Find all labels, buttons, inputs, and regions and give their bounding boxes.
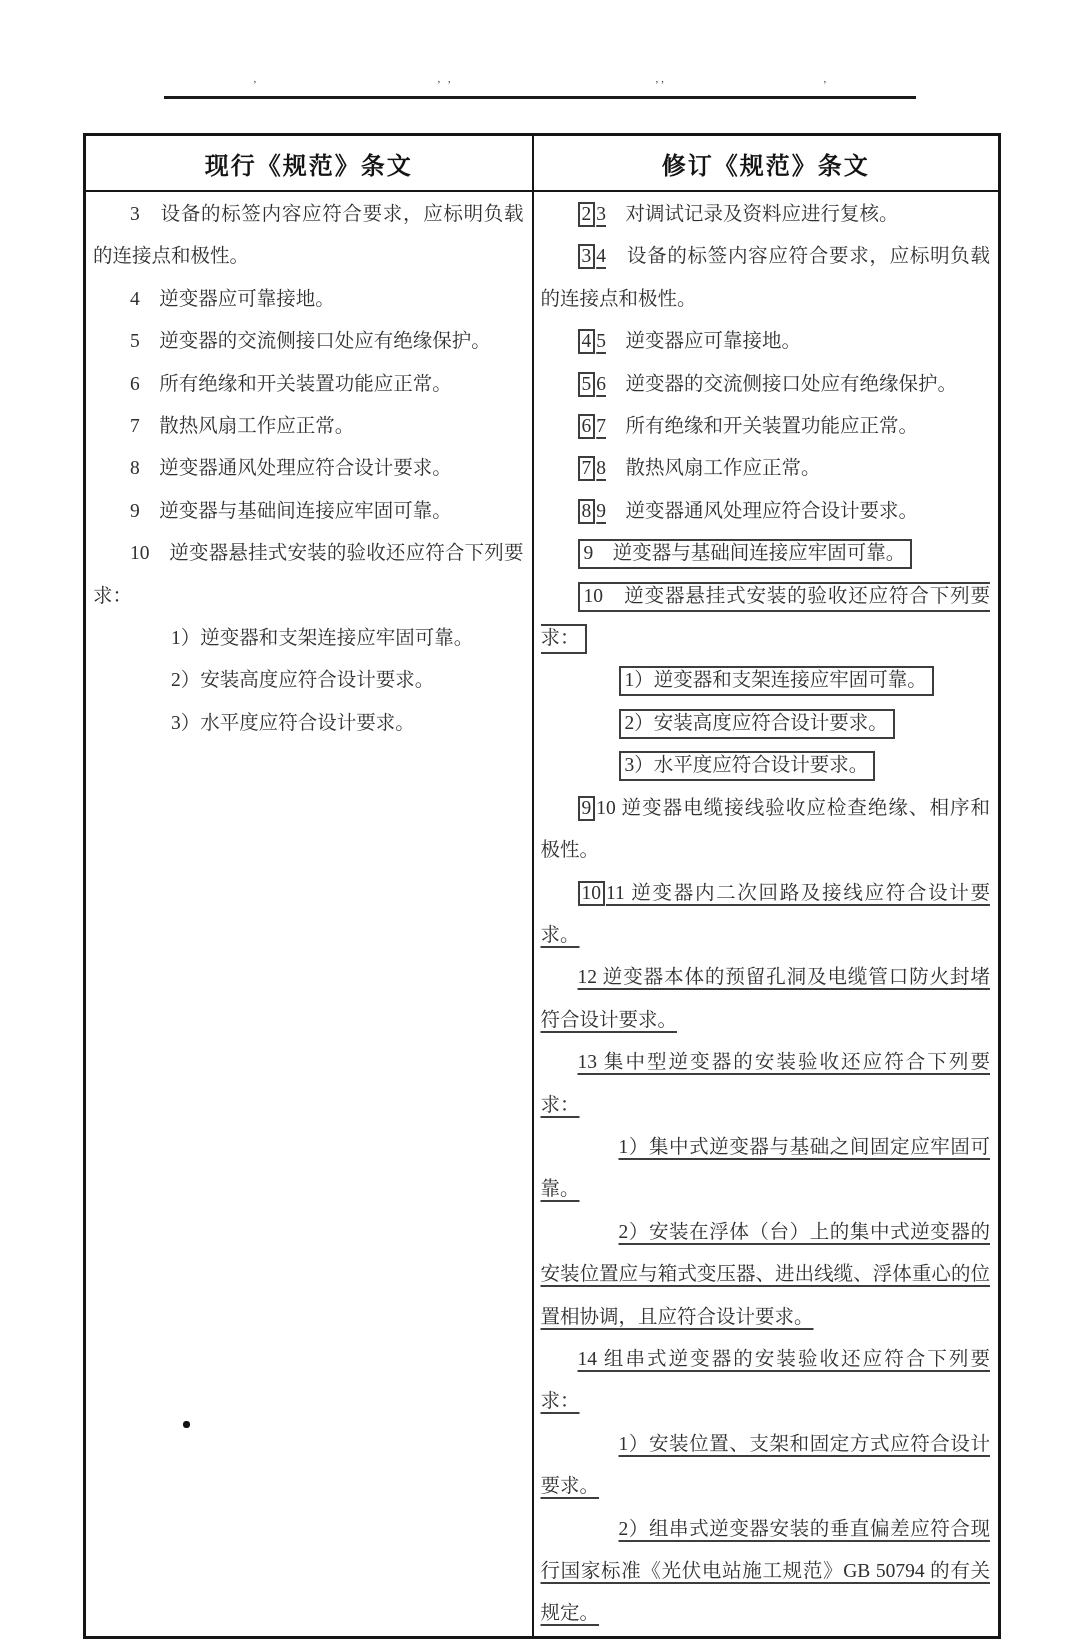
provision-item (93, 406, 524, 448)
provision-item (541, 491, 991, 533)
inserted-number: 5 (596, 331, 606, 353)
provision-item (541, 321, 991, 363)
provision-text: 所有绝缘和开关装置功能应正常。 (606, 416, 919, 438)
provision-item (93, 533, 524, 618)
provision-text: 7 散热风扇工作应正常。 (130, 416, 355, 438)
inserted-text: 11 逆变器内二次回路及接线应符合设计要求。 (540, 882, 990, 946)
provision-text: 8 逆变器通风处理应符合设计要求。 (130, 458, 452, 480)
provision-text: 6 所有绝缘和开关装置功能应正常。 (130, 373, 452, 395)
provision-item (93, 491, 524, 533)
provision-text: 4 逆变器应可靠接地。 (130, 288, 335, 310)
inserted-text: 2）安装在浮体（台）上的集中式逆变器的安装位置应与箱式变压器、进出线缆、浮体重心的位置相协调，且应符合设计要求。 (540, 1221, 990, 1328)
provision-item (541, 1424, 991, 1509)
provision-text: 逆变器应可靠接地。 (606, 331, 802, 353)
provision-item (541, 236, 991, 321)
provision-text: 逆变器通风处理应符合设计要求。 (606, 500, 919, 522)
page-header-rule (164, 96, 916, 99)
deleted-text-box: 3）水平度应符合设计要求。 (619, 751, 876, 781)
inserted-text: 14 组串式逆变器的安装验收还应符合下列要求： (540, 1348, 990, 1413)
column-header-current: 现行《规范》条文 (85, 135, 533, 192)
deleted-number: 3 (578, 244, 596, 269)
inserted-number: 3 (596, 204, 606, 225)
inserted-text: 1）集中式逆变器与基础之间固定应牢固可靠。 (540, 1136, 990, 1201)
deleted-number: 10 (578, 881, 606, 906)
provision-item (541, 406, 991, 448)
deleted-number: 2 (578, 202, 596, 227)
inserted-number: 9 (596, 500, 606, 522)
deleted-text-box: 1）逆变器和支架连接应牢固可靠。 (619, 666, 934, 696)
deleted-number: 5 (578, 372, 596, 397)
provision-item (93, 279, 524, 321)
provision-item (541, 1127, 991, 1212)
inserted-number: 7 (596, 416, 606, 438)
column-header-revised: 修订《规范》条文 (533, 135, 1000, 192)
provision-item (93, 321, 524, 363)
provision-item (93, 618, 524, 660)
provision-item (93, 448, 524, 490)
provision-item (541, 194, 991, 236)
deleted-number: 9 (578, 796, 596, 821)
provision-item (541, 533, 991, 575)
provision-item (541, 745, 991, 787)
deleted-text-box: 9 逆变器与基础间连接应牢固可靠。 (578, 539, 913, 569)
provision-text: 逆变器的交流侧接口处应有绝缘保护。 (606, 373, 958, 395)
deleted-number: 6 (578, 414, 596, 439)
header-artifact-mark: ʼ (253, 79, 259, 91)
provision-text: 3 设备的标签内容应符合要求，应标明负载的连接点和极性。 (93, 204, 524, 268)
provision-item (541, 1509, 991, 1636)
deleted-text-box: 10 逆变器悬挂式安装的验收还应符合下列要求： (541, 582, 991, 654)
provision-text: 10 逆变器悬挂式安装的验收还应符合下列要求： (93, 543, 524, 607)
provision-item (541, 1339, 991, 1424)
provision-item (93, 194, 524, 279)
provisions-comparison-table (83, 133, 1001, 1639)
inserted-number: 6 (596, 373, 606, 395)
provision-text: 2）安装高度应符合设计要求。 (171, 670, 435, 692)
provision-item (541, 660, 991, 702)
provision-text: 设备的标签内容应符合要求，应标明负载的连接点和极性。 (540, 246, 990, 310)
provision-item (541, 448, 991, 490)
provision-item (541, 957, 991, 1042)
provision-item (541, 703, 991, 745)
inserted-text: 13 集中型逆变器的安装验收还应符合下列要求： (540, 1052, 990, 1116)
provision-item (541, 1042, 991, 1127)
provision-text: 对调试记录及资料应进行复核。 (606, 204, 899, 225)
header-artifact-mark: ʼʼ (655, 79, 667, 91)
inserted-text: 2）组串式逆变器安装的垂直偏差应符合现行国家标准《光伏电站施工规范》GB 50794 的有关规定。 (540, 1518, 990, 1625)
deleted-text-box: 2）安装高度应符合设计要求。 (619, 709, 895, 739)
provision-item (541, 873, 991, 958)
deleted-number: 7 (578, 456, 596, 481)
deleted-number: 8 (578, 499, 596, 524)
revised-provisions-column (533, 191, 1000, 1637)
inserted-number: 4 (596, 246, 606, 268)
inserted-text: 1）安装位置、支架和固定方式应符合设计要求。 (540, 1433, 990, 1498)
inserted-number: 8 (596, 458, 606, 480)
provision-item (541, 788, 991, 873)
provision-text: 5 逆变器的交流侧接口处应有绝缘保护。 (130, 331, 491, 353)
deleted-number: 4 (578, 329, 596, 354)
header-artifact-mark: ʼ (823, 79, 829, 91)
provision-item (93, 660, 524, 702)
provision-item (93, 364, 524, 406)
provision-text: 散热风扇工作应正常。 (606, 458, 821, 480)
provision-text: 3）水平度应符合设计要求。 (171, 712, 415, 734)
provision-text: 10 逆变器电缆接线验收应检查绝缘、相序和极性。 (540, 797, 990, 862)
provision-item (541, 1212, 991, 1339)
inserted-text: 12 逆变器本体的预留孔洞及电缆管口防火封堵符合设计要求。 (540, 967, 990, 1031)
provision-item (541, 576, 991, 661)
provision-item (541, 364, 991, 406)
current-provisions-column (85, 191, 533, 1637)
header-artifact-mark: ʼ ʼ (437, 79, 454, 91)
provision-item (93, 703, 524, 745)
table-header-row (85, 135, 1000, 192)
provision-text: 9 逆变器与基础间连接应牢固可靠。 (130, 500, 452, 522)
provision-text: 1）逆变器和支架连接应牢固可靠。 (171, 628, 474, 650)
page-artifact-dot (183, 1421, 190, 1428)
table-body-row (85, 191, 1000, 1637)
